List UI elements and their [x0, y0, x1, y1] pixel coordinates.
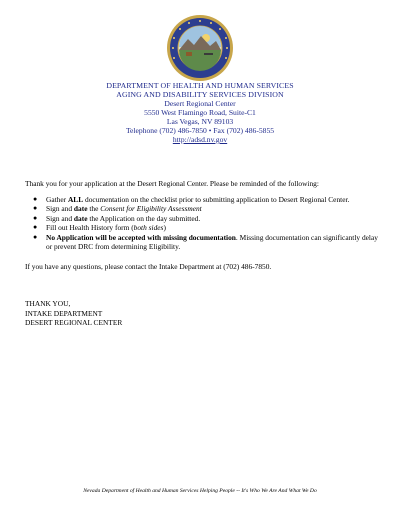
bullet-icon: •: [208, 126, 212, 135]
list-item: ● No Application will be accepted with missing documentation. Missing documentation can significantly delay or prevent DRC from determining Eligibility.: [33, 232, 378, 252]
list-item: ● Gather ALL documentation on the checklist prior to submitting application to Desert Regional Center.: [33, 195, 350, 204]
bullet-icon: ●: [33, 223, 38, 232]
bullet-icon: ●: [33, 195, 38, 203]
center-name: Desert Regional Center: [164, 99, 236, 108]
address-line-1: 5550 West Flamingo Road, Suite-C1: [144, 108, 256, 117]
reminder-list: [25, 195, 385, 251]
website-link[interactable]: http://adsd.nv.gov: [172, 135, 228, 144]
bullet-icon: ●: [33, 213, 38, 222]
nevada-state-seal-icon: [166, 14, 234, 82]
signoff-line: INTAKE DEPARTMENT: [25, 308, 103, 318]
letterhead: [0, 81, 400, 144]
telephone: Telephone (702) 486-7850: [125, 126, 207, 135]
list-item: ● Fill out Health History form (both sides): [33, 223, 166, 233]
signoff-line: DESERT REGIONAL CENTER: [25, 318, 123, 328]
intro-text: Thank you for your application at the Desert Regional Center. Please be reminded of the following:: [25, 179, 319, 188]
signoff: [25, 299, 385, 328]
bullet-icon: ●: [33, 204, 38, 213]
contact-line: [0, 126, 400, 135]
address-line-2: Las Vegas, NV 89103: [166, 117, 234, 126]
fax: Fax (702) 486-5855: [213, 126, 275, 135]
division-name: AGING AND DISABILITY SERVICES DIVISION: [116, 90, 284, 99]
list-item: ● Sign and date the Application on the day submitted.: [33, 213, 201, 223]
bullet-icon: ●: [33, 232, 38, 241]
department-name: DEPARTMENT OF HEALTH AND HUMAN SERVICES: [106, 81, 294, 90]
contact-text: If you have any questions, please contact the Intake Department at (702) 486-7850.: [25, 262, 272, 271]
footer-tagline: Nevada Department of Health and Human Services Helping People -- It's Who We Are And What We Do: [83, 488, 317, 494]
signoff-line: THANK YOU,: [25, 299, 71, 308]
list-item: ● Sign and date the Consent for Eligibility Assessment: [33, 204, 202, 214]
